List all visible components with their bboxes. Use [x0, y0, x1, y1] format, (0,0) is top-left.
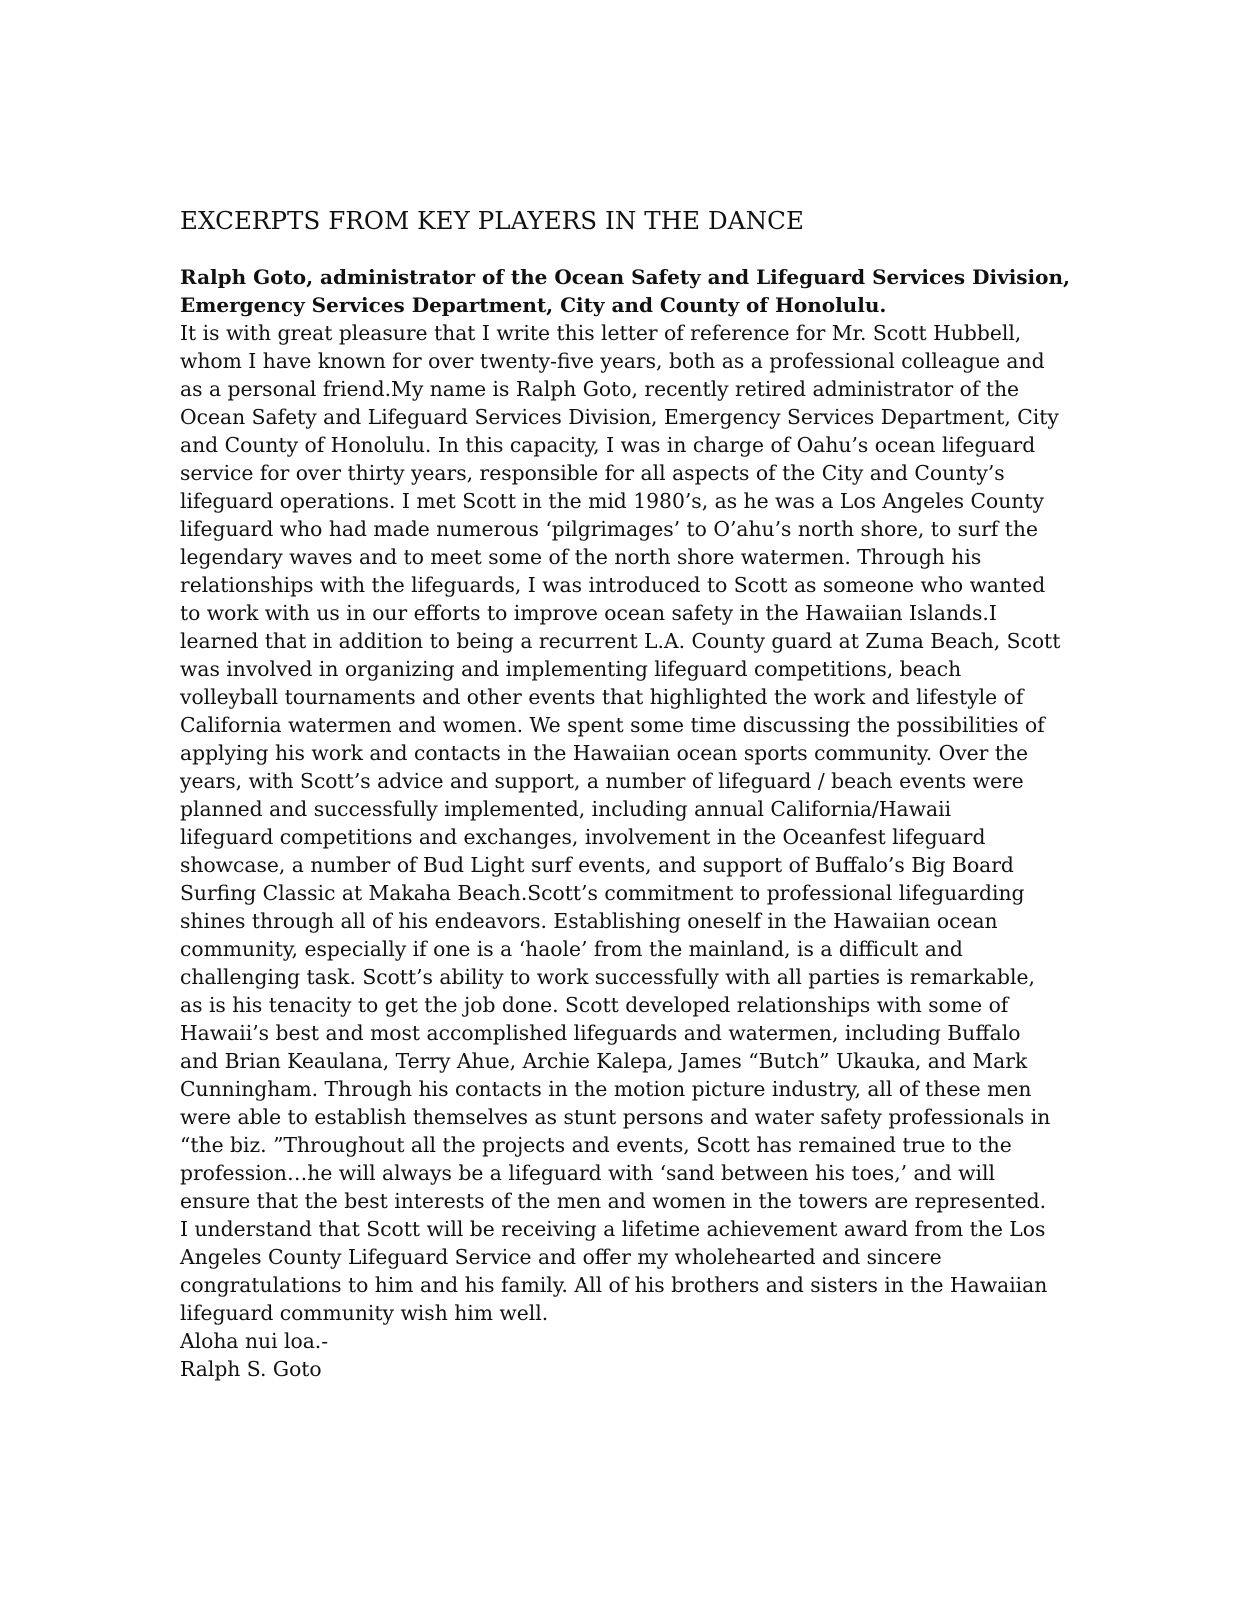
body-line: volleyball tournaments and other events that highlighted the work and lifestyle of [180, 685, 1024, 709]
body-line: as is his tenacity to get the job done. Scott developed relationships with some of [180, 993, 1009, 1017]
body-line: Cunningham. Through his contacts in the motion picture industry, all of these men [180, 1077, 1032, 1101]
body-line: lifeguard competitions and exchanges, involvement in the Oceanfest lifeguard [180, 825, 986, 849]
body-line: challenging task. Scott’s ability to work successfully with all parties is remarkable, [180, 965, 1035, 989]
signature-name: Ralph S. Goto [180, 1357, 322, 1381]
body-line: planned and successfully implemented, including annual California/Hawaii [180, 797, 952, 821]
body-line: years, with Scott’s advice and support, a number of lifeguard / beach events were [180, 769, 1024, 793]
section-title: EXCERPTS FROM KEY PLAYERS IN THE DANCE [180, 206, 804, 235]
body-line: and County of Honolulu. In this capacity, I was in charge of Oahu’s ocean lifeguard [180, 433, 1036, 457]
body-line: Ocean Safety and Lifeguard Services Division, Emergency Services Department, City [180, 405, 1059, 429]
closing-salutation: Aloha nui loa.- [180, 1329, 329, 1353]
body-line: service for over thirty years, responsible for all aspects of the City and County’s [180, 461, 1005, 485]
body-line: applying his work and contacts in the Hawaiian ocean sports community. Over the [180, 741, 1029, 765]
letter-closing [180, 1327, 1060, 1383]
body-line: ensure that the best interests of the men and women in the towers are represented. [180, 1189, 1047, 1213]
body-line: It is with great pleasure that I write this letter of reference for Mr. Scott Hubbell, [180, 321, 1022, 345]
heading-line: Ralph Goto, administrator of the Ocean Safety and Lifeguard Services Division, [180, 265, 1070, 289]
body-line: community, especially if one is a ‘haole’ from the mainland, is a difficult and [180, 937, 963, 961]
body-line: showcase, a number of Bud Light surf events, and support of Buffalo’s Big Board [180, 853, 1014, 877]
body-line: shines through all of his endeavors. Establishing oneself in the Hawaiian ocean [180, 909, 998, 933]
body-line: lifeguard community wish him well. [180, 1301, 549, 1325]
body-line: Hawaii’s best and most accomplished lifeguards and watermen, including Buffalo [180, 1021, 1021, 1045]
body-line: was involved in organizing and implementing lifeguard competitions, beach [180, 657, 962, 681]
body-line: lifeguard who had made numerous ‘pilgrimages’ to O’ahu’s north shore, to surf the [180, 517, 1038, 541]
letter-body [180, 319, 1060, 1327]
body-line: learned that in addition to being a recurrent L.A. County guard at Zuma Beach, Scott [180, 629, 1061, 653]
letter-heading [180, 263, 1070, 319]
body-line: legendary waves and to meet some of the north shore watermen. Through his [180, 545, 982, 569]
body-line: I understand that Scott will be receiving a lifetime achievement award from the Los [180, 1217, 1046, 1241]
body-line: profession…he will always be a lifeguard with ‘sand between his toes,’ and will [180, 1161, 995, 1185]
body-line: and Brian Keaulana, Terry Ahue, Archie Kalepa, James “Butch” Ukauka, and Mark [180, 1049, 1028, 1073]
body-line: “the biz. ”Throughout all the projects and events, Scott has remained true to the [180, 1133, 1012, 1157]
heading-line: Emergency Services Department, City and County of Honolulu. [180, 293, 887, 317]
body-line: Surfing Classic at Makaha Beach.Scott’s commitment to professional lifeguarding [180, 881, 1025, 905]
body-line: whom I have known for over twenty-five years, both as a professional colleague and [180, 349, 1045, 373]
body-line: lifeguard operations. I met Scott in the mid 1980’s, as he was a Los Angeles County [180, 489, 1044, 513]
body-line: were able to establish themselves as stunt persons and water safety professionals in [180, 1105, 1051, 1129]
body-line: as a personal friend.My name is Ralph Goto, recently retired administrator of the [180, 377, 1020, 401]
body-line: congratulations to him and his family. All of his brothers and sisters in the Hawaiian [180, 1273, 1048, 1297]
document-page [180, 205, 1070, 1383]
body-line: to work with us in our efforts to improve ocean safety in the Hawaiian Islands.I [180, 601, 997, 625]
body-line: relationships with the lifeguards, I was introduced to Scott as someone who wanted [180, 573, 1046, 597]
body-line: California watermen and women. We spent some time discussing the possibilities of [180, 713, 1045, 737]
body-line: Angeles County Lifeguard Service and offer my wholehearted and sincere [180, 1245, 942, 1269]
